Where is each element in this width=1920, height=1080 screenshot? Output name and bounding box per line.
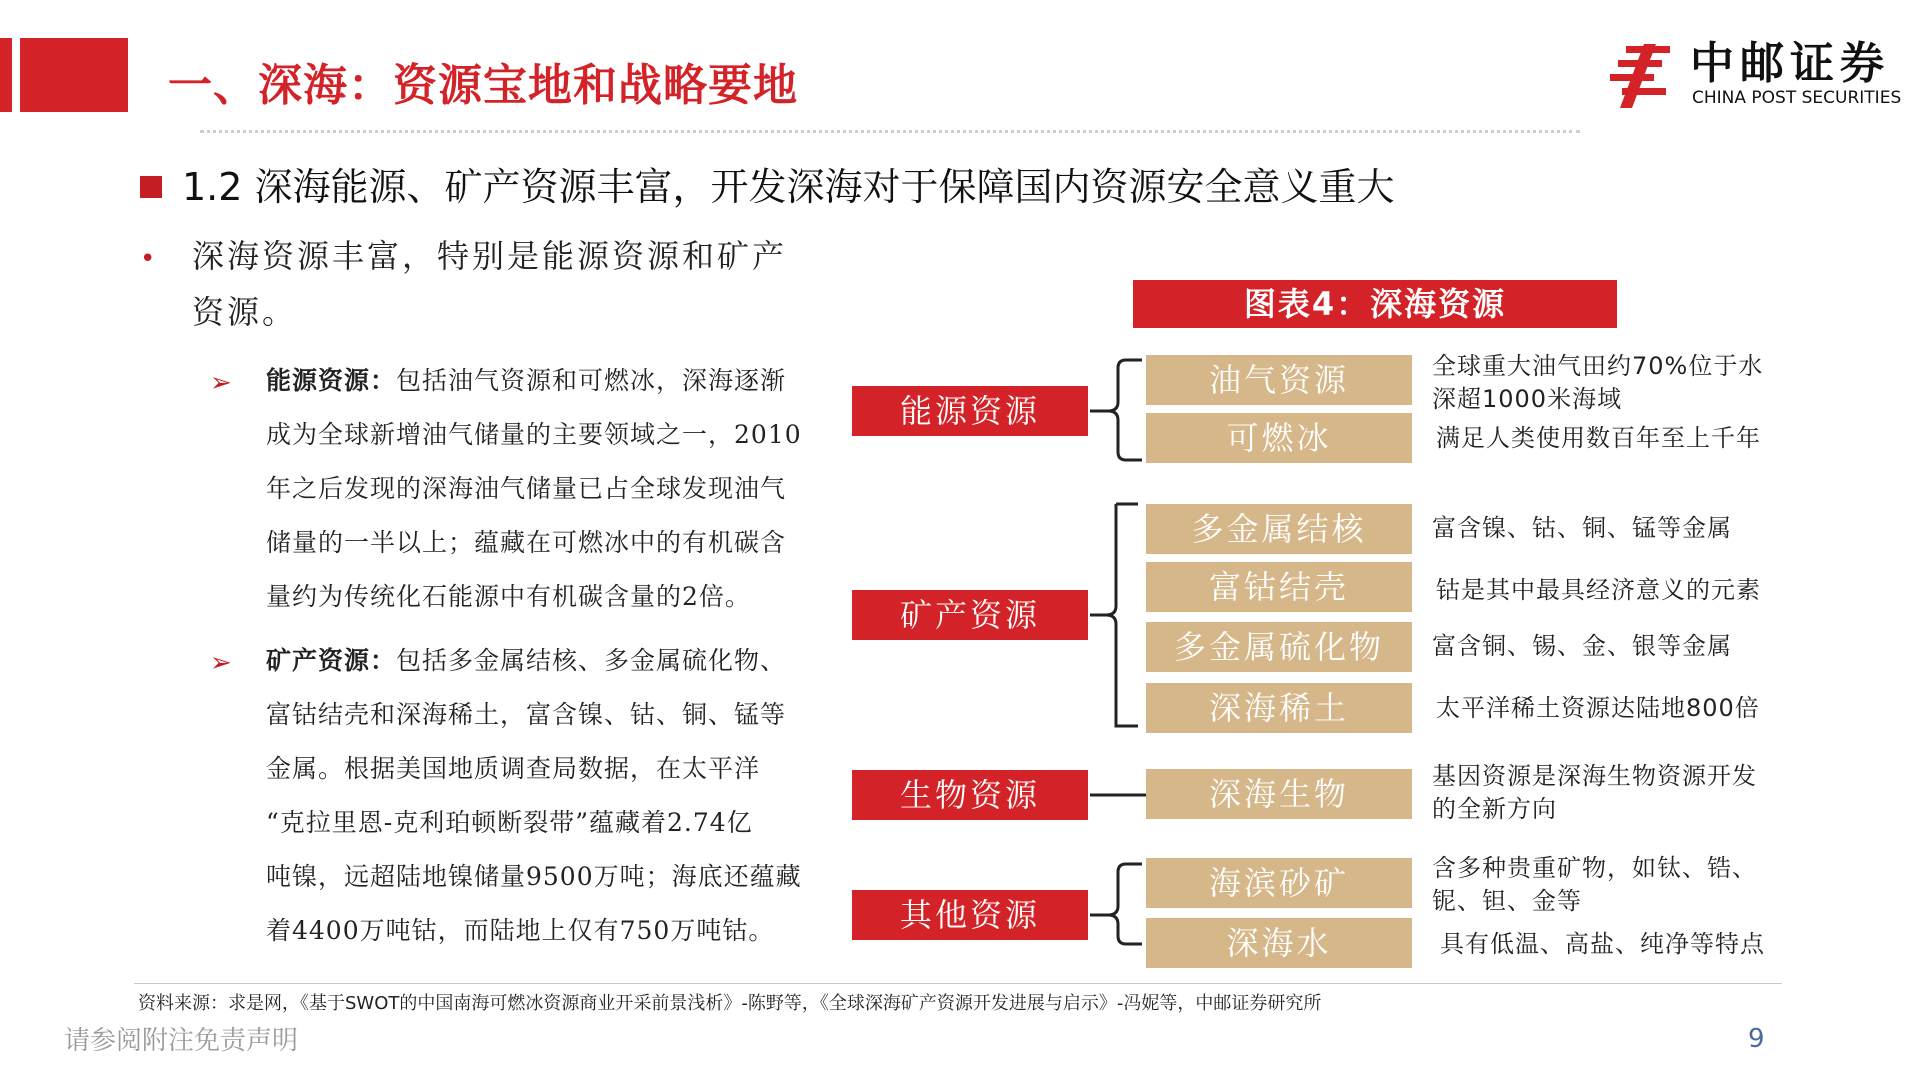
mineral-line-2: 富钴结壳和深海稀土，富含镍、钴、铜、锰等 [266,700,787,729]
intro-line-2: 资源。 [192,293,298,331]
china-post-logo-icon [1604,42,1676,110]
diagram-title: 图表4：深海资源 [1133,280,1617,328]
section-title: 1.2 深海能源、矿产资源丰富，开发深海对于保障国内资源安全意义重大 [182,165,1395,209]
energy-paragraph [266,354,826,624]
mineral-line-6: 着4400万吨钴，而陆地上仅有750万吨钴。 [266,916,775,945]
desc-line: 全球重大油气田约70%位于水 [1432,352,1764,380]
desc-oil-gas [1432,350,1832,416]
mineral-line-3: 金属。根据美国地质调查局数据，在太平洋 [266,754,761,783]
page-title: 一、深海：资源宝地和战略要地 [168,60,798,111]
category-other: 其他资源 [852,890,1088,940]
desc-polymetallic-nodules [1432,512,1832,545]
other-bracket [1108,864,1142,944]
desc-rare-earth [1436,692,1836,725]
section-bullet-square [140,176,162,198]
intro-text [192,228,832,340]
desc-line: 满足人类使用数百年至上千年 [1436,424,1761,452]
item-deep-sea-rare-earth: 深海稀土 [1146,683,1412,733]
energy-label: 能源资源： [266,366,397,395]
bullet-dot-icon: • [140,244,156,274]
energy-line-1: 包括油气资源和可燃冰，深海逐渐 [396,366,787,395]
header-accent-gap [12,38,20,112]
source-divider [134,983,1782,984]
disclaimer: 请参阅附注免责声明 [64,1026,299,1056]
mineral-line-4: “克拉里恩-克利珀顿断裂带”蕴藏着2.74亿 [266,808,753,837]
intro-line-1: 深海资源丰富，特别是能源资源和矿产 [192,237,788,275]
desc-line: 基因资源是深海生物资源开发 [1432,762,1757,790]
desc-deep-sea-water [1440,928,1840,961]
desc-line: 铌、钽、金等 [1432,887,1582,915]
mineral-paragraph [266,634,826,958]
item-polymetallic-sulfides: 多金属硫化物 [1146,622,1412,672]
category-energy: 能源资源 [852,386,1088,436]
item-deep-sea-biology: 深海生物 [1146,769,1412,819]
mineral-line-5: 吨镍，远超陆地镍储量9500万吨；海底还蕴藏 [266,862,802,891]
desc-line: 富含镍、钴、铜、锰等金属 [1432,514,1732,542]
arrow-bullet-icon: ➢ [210,648,232,678]
item-deep-sea-water: 深海水 [1146,918,1412,968]
energy-bracket [1108,360,1142,460]
desc-line: 具有低温、高盐、纯净等特点 [1440,930,1765,958]
category-mineral: 矿产资源 [852,590,1088,640]
mineral-line-1: 包括多金属结核、多金属硫化物、 [396,646,787,675]
logo-text-cn: 中邮证券 [1690,38,1890,89]
mineral-label: 矿产资源： [266,646,397,675]
desc-placer-minerals [1432,852,1832,918]
diagram-connectors [1090,350,1150,970]
desc-line: 钴是其中最具经济意义的元素 [1436,576,1761,604]
desc-line: 富含铜、锡、金、银等金属 [1432,632,1732,660]
item-placer-minerals: 海滨砂矿 [1146,858,1412,908]
header-divider [200,130,1580,133]
item-gas-hydrate: 可燃冰 [1146,413,1412,463]
energy-line-5: 量约为传统化石能源中有机碳含量的2倍。 [266,582,751,611]
arrow-bullet-icon: ➢ [210,368,232,398]
energy-line-2: 成为全球新增油气储量的主要领域之一，2010 [266,420,802,449]
desc-line: 深超1000米海域 [1432,385,1623,413]
desc-gas-hydrate [1436,422,1836,455]
item-polymetallic-nodules: 多金属结核 [1146,504,1412,554]
item-oil-gas: 油气资源 [1146,355,1412,405]
mineral-bracket [1106,504,1138,726]
desc-line: 的全新方向 [1432,795,1557,823]
page-number: 9 [1748,1024,1765,1054]
logo-text-en: CHINA POST SECURITIES [1692,88,1902,108]
desc-deep-sea-biology [1432,760,1832,826]
desc-line: 太平洋稀土资源达陆地800倍 [1436,694,1760,722]
desc-cobalt-crusts [1436,574,1836,607]
item-cobalt-crusts: 富钴结壳 [1146,562,1412,612]
energy-line-4: 储量的一半以上；蕴藏在可燃冰中的有机碳含 [266,528,787,557]
energy-line-3: 年之后发现的深海油气储量已占全球发现油气 [266,474,787,503]
desc-line: 含多种贵重矿物，如钛、锆、 [1432,854,1757,882]
category-bio: 生物资源 [852,770,1088,820]
source-note: 资料来源：求是网，《基于SWOT的中国南海可燃冰资源商业开采前景浅析》-陈野等，《全球深海矿产资源开发进展与启示》-冯妮等，中邮证券研究所 [138,993,1322,1014]
desc-polymetallic-sulfides [1432,630,1832,663]
